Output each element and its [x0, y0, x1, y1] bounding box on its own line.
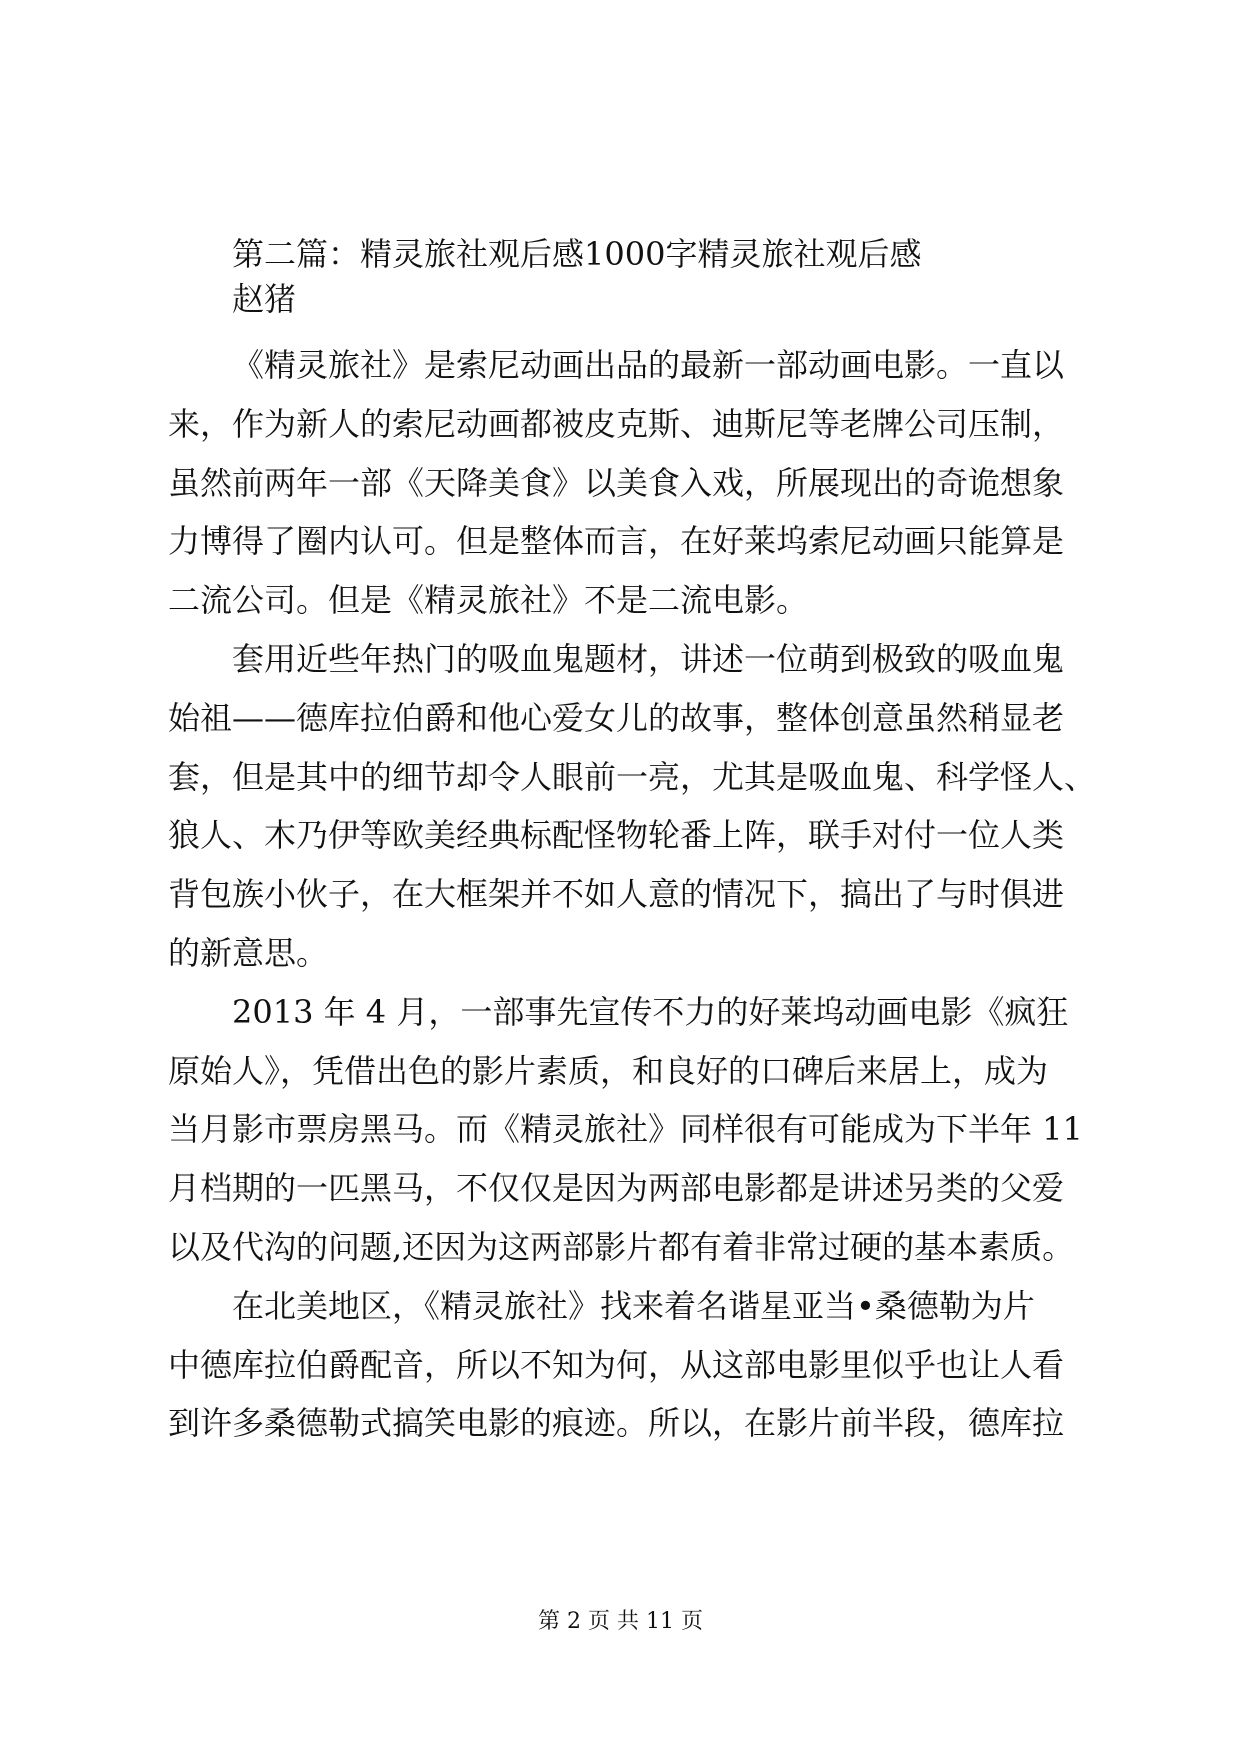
paragraph-line: 的新意思。: [168, 933, 329, 972]
paragraph: [168, 630, 1097, 983]
paragraph-line: 来，作为新人的索尼动画都被皮克斯、迪斯尼等老牌公司压制，: [168, 404, 1065, 443]
page-number-footer: 第 2 页 共 11 页: [538, 1609, 703, 1634]
paragraph-line: 套，但是其中的细节却令人眼前一亮，尤其是吸血鬼、科学怪人、: [168, 757, 1097, 796]
paragraph-line: 到许多桑德勒式搞笑电影的痕迹。所以，在影片前半段，德库拉: [168, 1404, 1065, 1443]
paragraph: [168, 336, 1080, 630]
paragraph-line: 力博得了圈内认可。但是整体而言，在好莱坞索尼动画只能算是: [168, 522, 1065, 561]
paragraph-line: 在北美地区，《精灵旅社》找来着名谐星亚当•桑德勒为片: [232, 1286, 1035, 1325]
paragraph-line: 月档期的一匹黑马，不仅仅是因为两部电影都是讲述另类的父爱: [168, 1169, 1065, 1208]
paragraph-line: 二流公司。但是《精灵旅社》不是二流电影。: [168, 581, 809, 620]
paragraph: [168, 1277, 1080, 1453]
document-body: [168, 232, 1097, 1453]
document-author: 赵猪: [232, 280, 297, 318]
paragraph-line: 以及代沟的问题,还因为这两部影片都有着非常过硬的基本素质。: [168, 1227, 1075, 1266]
paragraph-line: 原始人》，凭借出色的影片素质，和良好的口碑后来居上，成为: [168, 1051, 1049, 1090]
paragraph-line: 始祖——德库拉伯爵和他心爱女儿的故事，整体创意虽然稍显老: [168, 698, 1065, 737]
paragraph-line: 套用近些年热门的吸血鬼题材，讲述一位萌到极致的吸血鬼: [232, 639, 1065, 678]
paragraph-line: 《精灵旅社》是索尼动画出品的最新一部动画电影。一直以: [232, 346, 1065, 384]
paragraph-line: 背包族小伙子，在大框架并不如人意的情况下，搞出了与时俱进: [168, 875, 1065, 914]
document-title: 第二篇：精灵旅社观后感1000字精灵旅社观后感: [232, 235, 922, 273]
paragraph-line: 2013 年 4 月，一部事先宣传不力的好莱坞动画电影《疯狂: [232, 992, 1069, 1031]
paragraph-line: 中德库拉伯爵配音，所以不知为何，从这部电影里似乎也让人看: [168, 1345, 1065, 1384]
paragraph-line: 当月影市票房黑马。而《精灵旅社》同样很有可能成为下半年 11: [168, 1110, 1083, 1149]
paragraph: [168, 983, 1083, 1277]
paragraph-line: 狼人、木乃伊等欧美经典标配怪物轮番上阵，联手对付一位人类: [168, 816, 1065, 855]
paragraph-line: 虽然前两年一部《天降美食》以美食入戏，所展现出的奇诡想象: [168, 463, 1065, 502]
